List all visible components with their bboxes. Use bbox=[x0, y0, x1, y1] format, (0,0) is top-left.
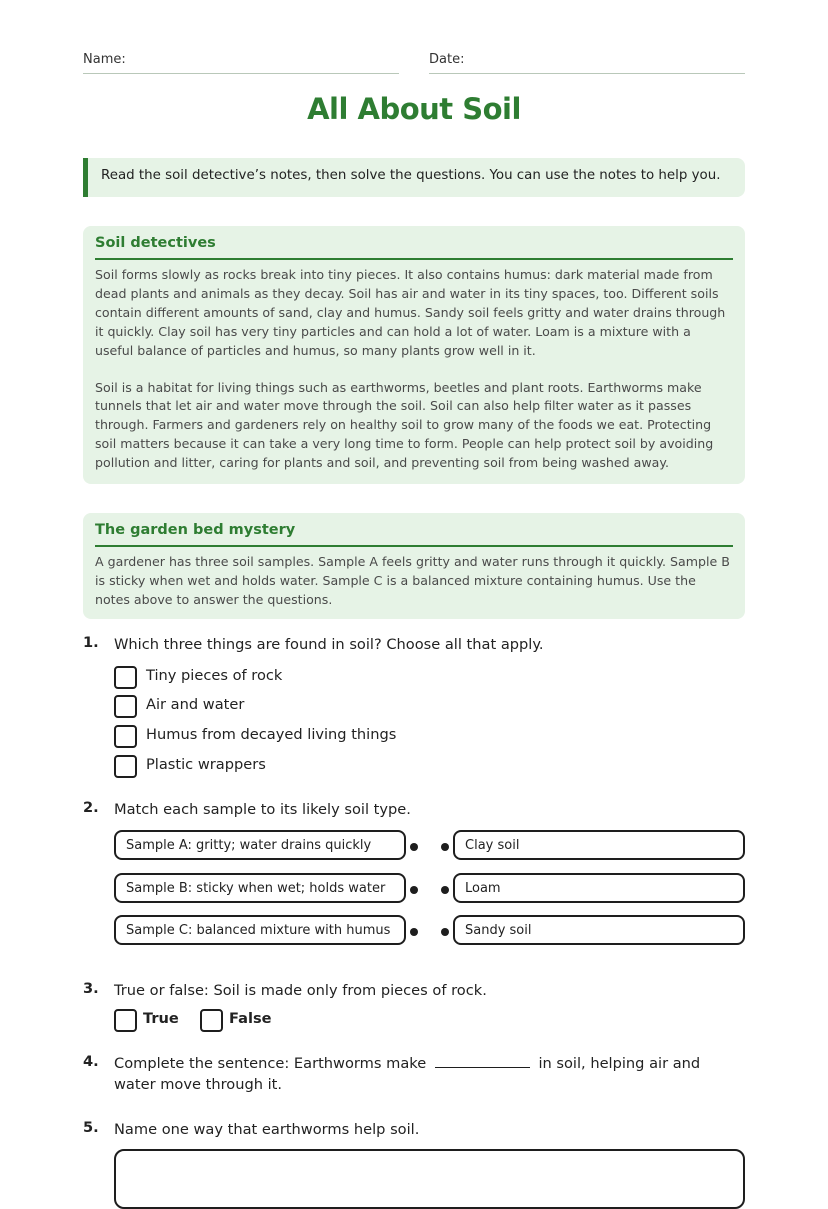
date-field[interactable] bbox=[429, 52, 745, 74]
checkbox[interactable] bbox=[114, 666, 137, 689]
question-5-text: Name one way that earthworms help soil. bbox=[114, 1121, 420, 1138]
match-connector-dot[interactable] bbox=[410, 928, 418, 936]
instructions-banner bbox=[83, 158, 745, 197]
match-right-item-2[interactable]: Loam bbox=[453, 873, 745, 903]
checkbox[interactable] bbox=[114, 725, 137, 748]
date-label: Date: bbox=[429, 52, 465, 67]
true-option-label: True bbox=[143, 1010, 179, 1027]
question-4-number: 4. bbox=[83, 1053, 99, 1070]
match-connector-dot[interactable] bbox=[410, 886, 418, 894]
match-connector-dot[interactable] bbox=[410, 843, 418, 851]
soil-detectives-paragraph-2: Soil is a habitat for living things such as earthworms, beetles and plant roots. Earthworms make tunnels that let air and water move through the soil. Soil can also help filter water as it passes through. Farmers and gardeners rely on healthy soil to grow many of the foods we eat. Protecting soil matters because it can take a very long time to form. People can help protect soil by avoiding pollution and litter, caring for plants and soil, and preventing soil from being washed away. bbox=[95, 379, 714, 471]
garden-mystery-text: A gardener has three soil samples. Sample A feels gritty and water runs through it quickly. Sample B is sticky when wet and holds water. Sample C is a balanced mixture containing humus. Use the notes above to answer the questions. bbox=[95, 554, 730, 607]
garden-mystery-box bbox=[83, 513, 745, 619]
answer-box[interactable] bbox=[114, 1149, 745, 1209]
match-left-item-1[interactable]: Sample A: gritty; water drains quickly bbox=[114, 830, 406, 860]
match-connector-dot[interactable] bbox=[441, 928, 449, 936]
match-right-item-1[interactable]: Clay soil bbox=[453, 830, 745, 860]
true-option[interactable] bbox=[114, 1009, 194, 1031]
question-4-text-after: in soil, helping air and water move through it. bbox=[114, 1055, 701, 1093]
match-left-item-2[interactable]: Sample B: sticky when wet; holds water bbox=[114, 873, 406, 903]
question-4-text bbox=[114, 1053, 739, 1095]
question-3-number: 3. bbox=[83, 980, 99, 997]
question-3-text: True or false: Soil is made only from pieces of rock. bbox=[114, 982, 487, 999]
instructions-text: Read the soil detective’s notes, then solve the questions. You can use the notes to help you. bbox=[101, 168, 721, 183]
question-5-number: 5. bbox=[83, 1119, 99, 1136]
name-field[interactable] bbox=[83, 52, 399, 74]
q1-option-4-label: Plastic wrappers bbox=[146, 756, 266, 773]
match-connector-dot[interactable] bbox=[441, 843, 449, 851]
false-option-label: False bbox=[229, 1010, 272, 1027]
q1-option-2-label: Air and water bbox=[146, 696, 245, 713]
soil-detectives-box bbox=[83, 226, 745, 484]
match-right-item-3[interactable]: Sandy soil bbox=[453, 915, 745, 945]
page-title: All About Soil bbox=[307, 92, 521, 126]
match-connector-dot[interactable] bbox=[441, 886, 449, 894]
checkbox[interactable] bbox=[114, 755, 137, 778]
name-label: Name: bbox=[83, 52, 126, 67]
checkbox[interactable] bbox=[200, 1009, 223, 1032]
question-4-text-before: Complete the sentence: Earthworms make bbox=[114, 1055, 427, 1072]
soil-detectives-heading: Soil detectives bbox=[95, 226, 733, 260]
question-1-text: Which three things are found in soil? Choose all that apply. bbox=[114, 636, 544, 653]
q1-option-1-label: Tiny pieces of rock bbox=[146, 667, 283, 684]
match-left-item-3[interactable]: Sample C: balanced mixture with humus bbox=[114, 915, 406, 945]
q1-option-3-label: Humus from decayed living things bbox=[146, 726, 397, 743]
question-1-number: 1. bbox=[83, 634, 99, 651]
fill-in-blank[interactable] bbox=[435, 1053, 530, 1068]
checkbox[interactable] bbox=[114, 1009, 137, 1032]
header-row bbox=[83, 52, 745, 74]
soil-detectives-paragraph-1: Soil forms slowly as rocks break into tiny pieces. It also contains humus: dark material made from dead plants and animals as they decay. Soil has air and water in its tiny spaces, too. Different soils contain different amounts of sand, clay and humus. Sandy soil feels gritty and water drains through it quickly. Clay soil has very tiny particles and can hold a lot of water. Loam is a mixture with a useful balance of particles and humus, so many plants grow well in it. bbox=[95, 267, 726, 358]
question-2-number: 2. bbox=[83, 799, 99, 816]
false-option[interactable] bbox=[200, 1009, 290, 1031]
question-2-text: Match each sample to its likely soil type. bbox=[114, 801, 411, 818]
garden-mystery-heading: The garden bed mystery bbox=[95, 513, 733, 547]
checkbox[interactable] bbox=[114, 695, 137, 718]
